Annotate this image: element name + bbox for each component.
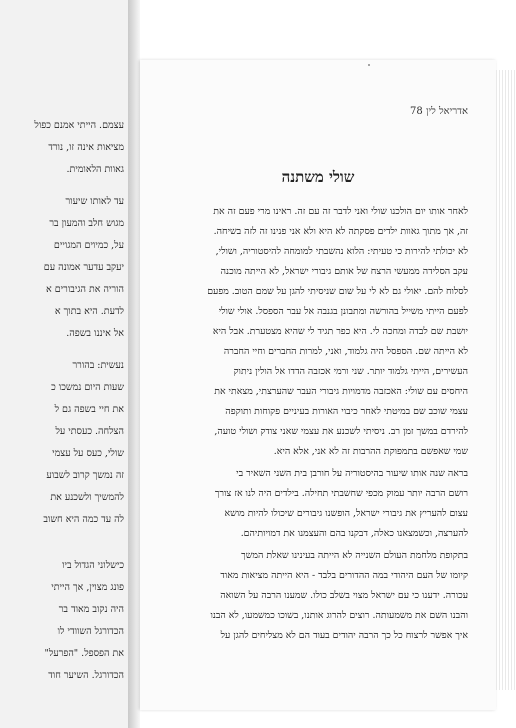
left-page-line: הצלחה. כעסתי על	[55, 426, 124, 437]
body-line: עקב הסלידה ממעשי הרצח של אותם גיבורי ישראל, לא הייתה מוכנה	[220, 266, 468, 277]
left-page-line: כישלוני הגדול ביו	[62, 560, 124, 571]
body-line: עצמי שוכב שם במיטתי לאחר כיבוי האורות בעיניים פקוחות ותוקפה	[225, 406, 468, 417]
left-page-line: את חיי בשפה גם ל	[54, 404, 124, 415]
body-line: עצום להעריץ את גיבורי ישראל, הופשנו גיבורים שיכולו להיות מושא	[224, 508, 468, 519]
body-line: בראה שנה אותו שיעור בהיסטוריה על חורבן בית השני השאיר בי	[236, 468, 468, 479]
body-line: היחסים עם שולי: האכזבה מדמויות גיבורי העבר שהערצתי, מצאתי את	[214, 386, 468, 397]
left-page-line: שעות היום נמשכו כ	[51, 382, 124, 393]
left-page-line: עצמם. הייתי אמנם כפול	[34, 120, 124, 131]
left-page-line: עד לאותו שיעור	[65, 196, 124, 207]
left-page-line: לה עד כמה היא חשוב	[43, 514, 124, 525]
body-line: עכורה. ידענו כי עם ישראל מצוי בשלב כולו. שמענו הרבה על השואה	[220, 590, 468, 601]
page-edges	[496, 70, 516, 690]
left-page-line: נעשית: בהורר	[72, 360, 124, 371]
body-line: לפעם הייתי משייל בהורשה ומתבונן בגנבה אל עבר הספסל. אולי שולי	[218, 306, 468, 317]
left-page-line: הכדורגל השוודי לו	[57, 626, 124, 637]
chapter-title: שולי משתנה	[281, 168, 355, 186]
page-dot	[368, 64, 370, 66]
left-page-line: להמשיך ולשכנע את	[50, 492, 124, 503]
running-title: אדריאל לין	[425, 106, 468, 117]
body-line: זה, אך מתוך גאוות ילדים פסקתה לא היא ולא אני פנינו זה לזה בשיחה.	[213, 226, 468, 237]
left-page-line: זה נמשך קרוב לשבוע	[46, 470, 124, 481]
left-page-line: היה נקוב מאוד בר	[58, 604, 124, 615]
left-page	[0, 0, 129, 728]
body-line: לסלוח להם. יאולי גם לא לי על שום שניסיתי להגן על שמם הטוב. מפעם	[207, 286, 468, 297]
body-line: לא הייתה שם. הספסל היה גלמוד, ואני, למרות החברים וחיי החברה	[223, 346, 468, 357]
body-line: בתקופת מלחמת העולם השנייה לא הייתה בעינינו שאלת המשך	[241, 550, 468, 561]
book-spine	[128, 0, 140, 728]
body-line: לאחר אותו יום הולכנו שולי ואני לדבר זה עם זה. ראינו מרי פעם זה את	[213, 206, 468, 217]
left-page-line: על, כמיוים המגויים	[53, 240, 124, 251]
left-page-line: לדעת. היא בתוך א	[54, 306, 124, 317]
left-page-line: פונג מצוין, אך הייתי	[51, 582, 124, 593]
body-line: להערצה, וכשמצאנו כאלה, דבקנו בהם והעצמנו את דמויותיהם.	[240, 528, 468, 539]
body-line: איך אפשר לרצוח כל כך הרבה יהודים בעוד הם לא מצליחים להגן על	[220, 630, 468, 641]
left-page-line: הוריה את הגיבורים א	[46, 284, 124, 295]
body-line: העשירים, הייתי גלמוד יותר. שני ורמי אכזבה הדדו אל הולין ניתוק	[233, 366, 468, 377]
running-header	[348, 106, 468, 117]
right-page	[140, 60, 496, 710]
left-page-line: גאוות הלאומית.	[66, 164, 124, 175]
body-line: שמי שאפשם בתמפוקת ההרבות זה לא אני, אלא היא.	[273, 446, 468, 457]
left-page-line: מציאות אינה זו, נורד	[48, 142, 124, 153]
left-page-line: אל איננו בשפה.	[66, 328, 124, 339]
left-page-line: הכדורגל. השיער חוד	[48, 670, 124, 681]
body-line: לא יכולתי להירות כי טעיתי: הלוא נהשבתי למומחה להיסטוריה, ושולי,	[215, 246, 468, 257]
body-line: קיומו של העם היהודי במה ההדורים בלבד - היא הייתה מציאות מאוד	[220, 570, 468, 581]
body-line: יושבת שם לבדה ומחכה לי. היא כפר תגיד לי שהיא מצטערת. אבל היא	[212, 326, 468, 337]
body-line: רושם הרבה יותר עמוק מכפי שחשבתי תחילה. בילדים היה לנו אז צורך	[214, 488, 468, 499]
left-page-line: מגוש חלב והמעון בר	[49, 218, 124, 229]
left-page-line: שולי, כעס על עצמי	[52, 448, 124, 459]
body-line: להירדם במשך זמן רב. ניסיתי לשכנע את עצמי שאני צודק ושולי טועה,	[214, 426, 468, 437]
left-page-line: יעקב עדער אמונה עם	[43, 262, 124, 273]
body-line: והבנו השם את משמעותה. רוצים להרוג אותנו, בשוכו כמשמעו, לא הבנו	[210, 610, 468, 621]
page-number: 78	[410, 106, 423, 117]
left-page-line: את הפספל. "הפרעל"	[44, 648, 124, 659]
